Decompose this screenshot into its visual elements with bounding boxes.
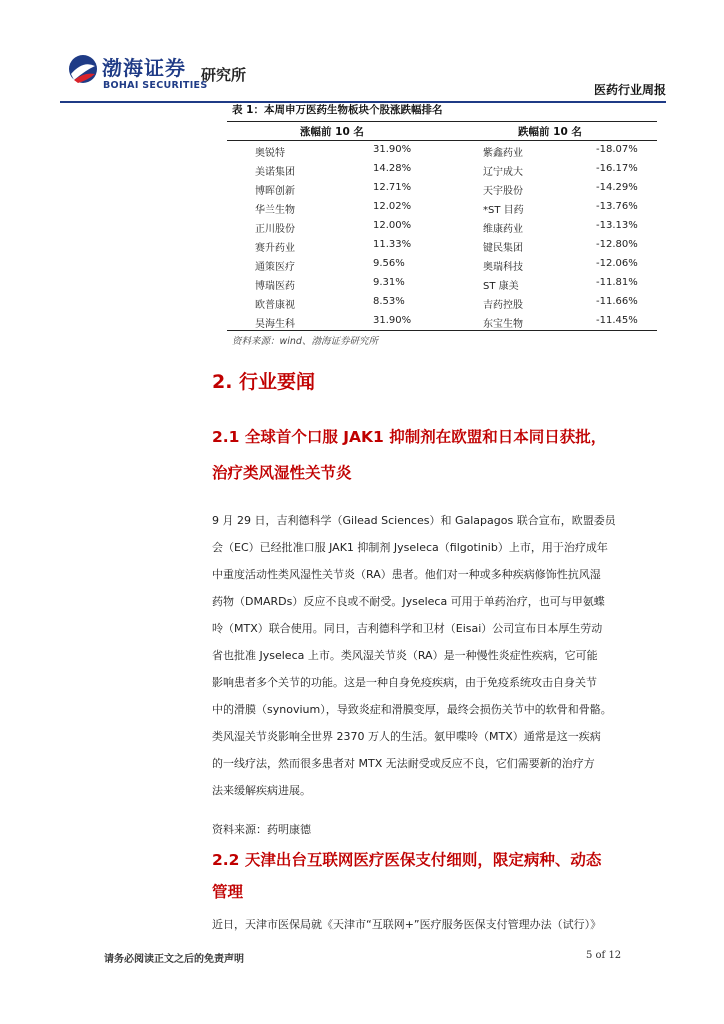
gainer-change: 9.31% [373,277,405,288]
table-top-rule [227,121,657,122]
paragraph-line: 影响患者多个关节的功能。这是一种自身免疫疾病，由于免疫系统攻击自身关节 [212,676,597,689]
column-header-losers: 跌幅前 10 名 [518,126,582,138]
paragraph-line: 的一线疗法，然而很多患者对 MTX 无法耐受或反应不良，它们需要新的治疗方 [212,757,595,770]
gainer-name: 奥锐特 [255,148,285,159]
loser-name: 天宇股份 [483,186,523,197]
loser-name: 键民集团 [483,243,523,254]
gainer-change: 11.33% [373,239,412,250]
subheading-2-1: 2.1 全球首个口服 JAK1 抑制剂在欧盟和日本同日获批， [212,428,607,446]
gainer-name: 美诺集团 [255,167,295,178]
gainer-name: 通策医疗 [255,262,295,273]
brand-department: 研究所 [201,66,247,84]
paragraph-line: 法来缓解疾病进展。 [212,784,311,797]
gainer-name: 赛升药业 [255,243,295,254]
table-row [227,236,657,255]
paragraph-line: 中的滑膜（synovium），导致炎症和滑膜变厚，最终会损伤关节中的软骨和骨骼。 [212,703,612,716]
subheading-2-2-continued: 管理 [212,883,244,901]
page-number: 5 of 12 [586,950,622,961]
subheading-2-1-continued: 治疗类风湿性关节炎 [212,464,352,482]
paragraph-line: 会（EC）已经批准口服 JAK1 抑制剂 Jyseleca（filgotinib）上市，用于治疗成年 [212,541,608,554]
table-row [227,179,657,198]
loser-name: *ST 目药 [483,205,524,216]
gainer-name: 博瑞医药 [255,281,295,292]
table-bottom-rule [227,330,657,331]
paragraph-line: 类风湿关节炎影响全世界 2370 万人的生活。氨甲喋呤（MTX）通常是这一疾病 [212,730,601,743]
brand-name-en: BOHAI SECURITIES [103,80,208,91]
table-row [227,293,657,312]
table-row [227,255,657,274]
loser-name: 辽宁成大 [483,167,523,178]
gainer-name: 博晖创新 [255,186,295,197]
loser-change: -12.06% [596,258,638,269]
gainer-change: 12.71% [373,182,412,193]
column-header-gainers: 涨幅前 10 名 [300,126,364,138]
gainer-name: 华兰生物 [255,205,295,216]
loser-change: -12.80% [596,239,638,250]
loser-change: -13.76% [596,201,638,212]
paragraph-line: 药物（DMARDs）反应不良或不耐受。Jyseleca 可用于单药治疗，也可与甲氨蝶 [212,595,605,608]
gainer-name: 昊海生科 [255,319,295,330]
gainer-change: 14.28% [373,163,412,174]
footer-disclaimer: 请务必阅读正文之后的免责声明 [104,954,244,965]
loser-change: -14.29% [596,182,638,193]
table-row [227,274,657,293]
paragraph-line: 呤（MTX）联合使用。同日，吉利德科学和卫材（Eisai）公司宣布日本厚生劳动 [212,622,603,635]
table-source-note: 资料来源：wind、渤海证券研究所 [232,336,378,347]
report-type: 医药行业周报 [593,83,666,97]
gainer-change: 12.02% [373,201,412,212]
gainer-change: 9.56% [373,258,405,269]
loser-change: -13.13% [596,220,638,231]
table-row [227,198,657,217]
table-row [227,312,657,331]
loser-name: 维康药业 [483,224,523,235]
loser-change: -16.17% [596,163,638,174]
news-source-note: 资料来源：药明康德 [212,823,311,836]
gainer-change: 8.53% [373,296,405,307]
table-row [227,217,657,236]
gainer-change: 31.90% [373,315,412,326]
paragraph-line: 近日，天津市医保局就《天津市“互联网+”医疗服务医保支付管理办法（试行）》 [212,918,602,931]
loser-name: 东宝生物 [483,319,523,330]
loser-name: 奥瑞科技 [483,262,523,273]
section-heading: 2. 行业要闻 [212,371,316,393]
table-row [227,141,657,160]
gainer-name: 正川股份 [255,224,295,235]
paragraph-line: 省也批准 Jyseleca 上市。类风湿关节炎（RA）是一种慢性炎症性疾病，它可能 [212,649,598,662]
subheading-2-2: 2.2 天津出台互联网医疗医保支付细则，限定病种、动态 [212,851,602,869]
bohai-logo-icon [68,50,98,88]
loser-change: -11.81% [596,277,638,288]
loser-change: -11.45% [596,315,638,326]
table-row [227,160,657,179]
loser-name: 吉药控股 [483,300,523,311]
brand-name-cn: 渤海证券 [102,56,186,80]
gainer-change: 12.00% [373,220,412,231]
table-caption: 表 1：本周申万医药生物板块个股涨跌幅排名 [232,104,443,116]
loser-name: ST 康美 [483,281,519,292]
paragraph-line: 9 月 29 日，吉利德科学（Gilead Sciences）和 Galapagos 联合宣布，欧盟委员 [212,514,616,527]
loser-change: -11.66% [596,296,638,307]
paragraph-line: 中重度活动性类风湿性关节炎（RA）患者。他们对一种或多种疾病修饰性抗风湿 [212,568,601,581]
gainer-name: 欧普康视 [255,300,295,311]
loser-name: 紫鑫药业 [483,148,523,159]
gainer-change: 31.90% [373,144,412,155]
loser-change: -18.07% [596,144,638,155]
